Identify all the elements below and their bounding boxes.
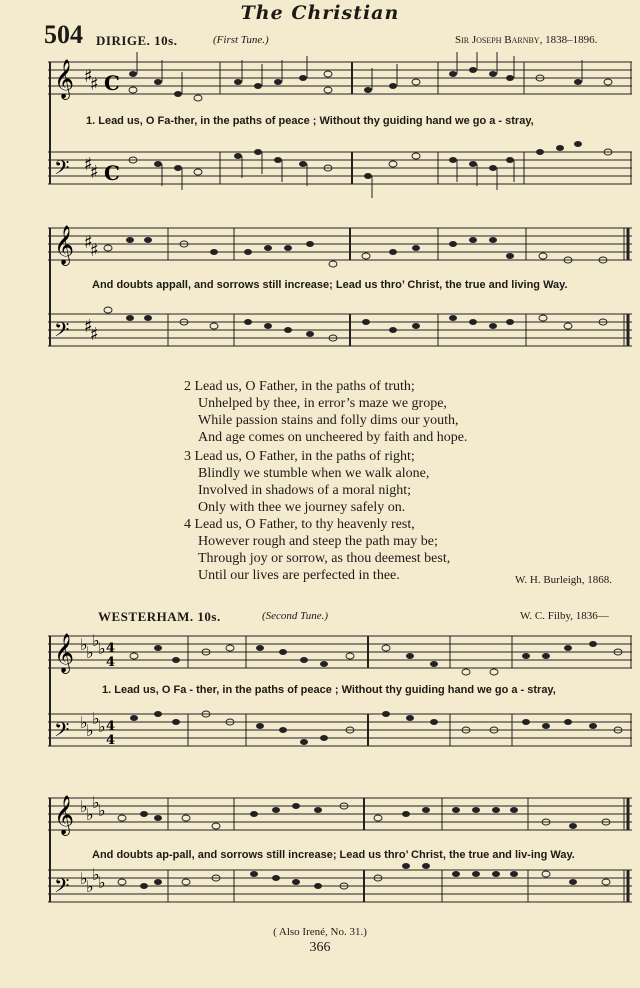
svg-text:4: 4: [106, 641, 116, 656]
svg-text:C: C: [104, 71, 120, 95]
stanza-2-line-1: 2 Lead us, O Father, in the paths of truth;: [184, 379, 415, 394]
svg-text:♭: ♭: [80, 869, 88, 888]
tune1-lyric-line1: 1. Lead us, O Fa-ther, in the paths of peace ; Without thy guiding hand we go a - stray,: [86, 115, 534, 127]
tune2-lyric-line2: And doubts ap-pall, and sorrows still increase; Lead us thro’ Christ, the true and liv-ing Way.: [92, 849, 575, 861]
stanza-4-line-4: Until our lives are perfected in thee.: [198, 568, 400, 583]
svg-text:♭: ♭: [86, 805, 94, 824]
svg-text:♭: ♭: [92, 709, 100, 728]
also-tune-note: ( Also Irené, No. 31.): [273, 926, 367, 938]
stanza-4: [184, 516, 450, 584]
svg-text:♭: ♭: [86, 721, 94, 740]
svg-text:♭: ♭: [86, 877, 94, 896]
stanza-4-line-2: However rough and steep the path may be;: [198, 534, 438, 549]
tune1-name: DIRIGE. 10s.: [96, 33, 178, 48]
stanza-3-line-3: Involved in shadows of a moral night;: [198, 483, 412, 498]
stanza-2-line-4: And age comes on uncheered by faith and hope.: [198, 430, 468, 445]
svg-text:♭: ♭: [86, 643, 94, 662]
svg-text:♯: ♯: [84, 232, 93, 253]
stanza-3: [184, 448, 429, 516]
stanza-3-line-2: Blindly we stumble when we walk alone,: [198, 466, 430, 481]
tune1-composer: Sir Joseph Barnby, 1838–1896.: [455, 34, 598, 46]
stanza-2-line-3: While passion stains and folly dims our youth,: [198, 413, 459, 428]
tune2-note: (Second Tune.): [262, 610, 328, 622]
svg-text:𝄞: 𝄞: [54, 633, 75, 673]
stanza-2: [184, 378, 467, 446]
svg-text:♯: ♯: [90, 324, 99, 345]
stanza-3-line-4: Only with thee we journey safely on.: [198, 500, 406, 515]
tune1-system1-music: [48, 52, 632, 212]
tune1-lyric-line2: And doubts appall, and sorrows still increase; Lead us thro’ Christ, the true and living Way.: [92, 279, 568, 291]
tune2-lyric-line1: 1. Lead us, O Fa - ther, in the paths of peace ; Without thy guiding hand we go a - stray,: [102, 684, 556, 696]
tune2-name: WESTERHAM. 10s.: [98, 609, 221, 624]
svg-text:♭: ♭: [80, 713, 88, 732]
hymn-number: 504: [44, 20, 83, 49]
svg-text:𝄢: 𝄢: [54, 318, 70, 346]
tune1-system2-music: [48, 218, 632, 368]
stanza-4-line-1: 4 Lead us, O Father, to thy heavenly rest,: [184, 517, 415, 532]
svg-text:♯: ♯: [90, 162, 99, 183]
tune1-note: (First Tune.): [213, 34, 269, 46]
svg-text:4: 4: [106, 733, 116, 748]
svg-text:♯: ♯: [84, 316, 93, 337]
svg-text:𝄢: 𝄢: [54, 156, 70, 184]
section-title: The Christian: [240, 2, 400, 24]
svg-text:𝄞: 𝄞: [54, 59, 75, 99]
svg-text:♭: ♭: [98, 873, 106, 892]
hymn-author: W. H. Burleigh, 1868.: [515, 574, 613, 586]
svg-text:𝄢: 𝄢: [54, 874, 70, 902]
svg-text:4: 4: [106, 655, 116, 670]
svg-text:♭: ♭: [98, 801, 106, 820]
svg-text:♭: ♭: [80, 797, 88, 816]
svg-text:♯: ♯: [84, 154, 93, 175]
svg-text:C: C: [104, 161, 120, 185]
svg-text:𝄞: 𝄞: [54, 795, 75, 835]
svg-text:𝄞: 𝄞: [54, 225, 75, 265]
stanza-4-line-3: Through joy or sorrow, as thou deemest best,: [198, 551, 451, 566]
svg-text:♯: ♯: [90, 240, 99, 261]
svg-text:4: 4: [106, 719, 116, 734]
svg-text:♭: ♭: [80, 635, 88, 654]
stanza-3-line-1: 3 Lead us, O Father, in the paths of right;: [184, 449, 415, 464]
svg-text:♭: ♭: [92, 865, 100, 884]
svg-text:♭: ♭: [98, 717, 106, 736]
svg-text:♭: ♭: [92, 793, 100, 812]
svg-text:♭: ♭: [98, 639, 106, 658]
stanza-2-line-2: Unhelped by thee, in error’s maze we grope,: [198, 396, 447, 411]
svg-text:♭: ♭: [92, 631, 100, 650]
page-number: 366: [309, 940, 331, 955]
svg-text:♯: ♯: [90, 74, 99, 95]
tune2-composer: W. C. Filby, 1836—: [520, 610, 609, 622]
svg-text:𝄢: 𝄢: [54, 718, 70, 746]
svg-text:♯: ♯: [84, 66, 93, 87]
